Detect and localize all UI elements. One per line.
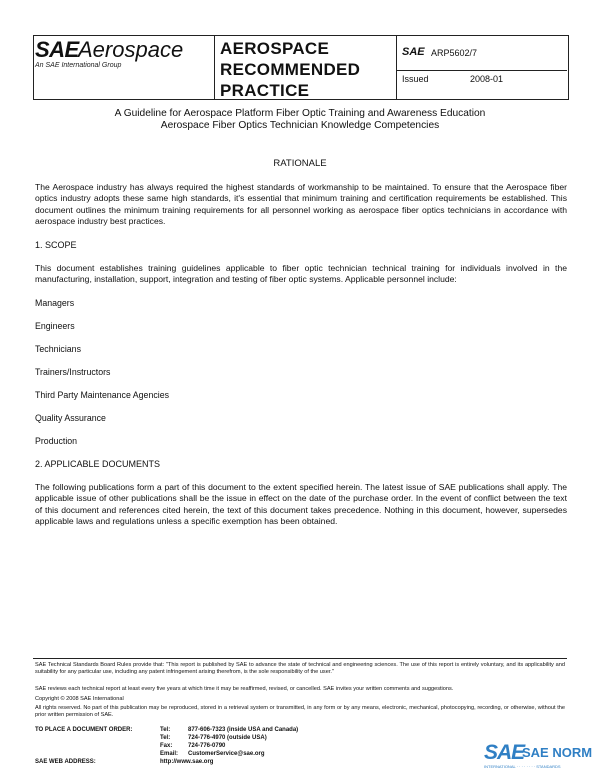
aerospace-logo-text: Aerospace xyxy=(78,37,184,62)
personnel-item: Quality Assurance xyxy=(35,413,106,423)
document-number: ARP5602/7 xyxy=(431,48,478,58)
contact-email[interactable]: CustomerService@sae.org xyxy=(188,751,265,757)
header-divider xyxy=(396,35,397,99)
footer-rules-text: SAE Technical Standards Board Rules provide that: "This report is published by SAE to advance the state of technical and engineering sciences. The use of this report is entirely voluntary, and its applicability and suitability for any particular use, including any patent infringement arising therefrom, is the sole responsibility of the user." xyxy=(35,662,565,676)
footer-rule xyxy=(33,658,567,659)
footer-copyright: Copyright © 2008 SAE International xyxy=(35,696,124,702)
header-divider xyxy=(214,35,215,99)
applicable-documents-heading: 2. APPLICABLE DOCUMENTS xyxy=(35,459,161,469)
issued-label: Issued xyxy=(402,74,429,84)
personnel-item: Technicians xyxy=(35,344,81,354)
personnel-item: Production xyxy=(35,436,78,446)
contact-label: Tel: xyxy=(160,727,171,733)
document-type-line: PRACTICE xyxy=(220,81,310,100)
scope-text: This document establishes training guidelines applicable to fiber optic technician technical training for individuals involved in the manufacturing, installation, support, integration and testing of fiber optic systems. Applicable personnel include: xyxy=(35,263,567,285)
contact-label: Email: xyxy=(160,751,179,757)
document-type xyxy=(220,38,360,101)
scope-heading: 1. SCOPE xyxy=(35,240,77,250)
sae-norm-watermark-logo: SAE xyxy=(484,741,525,764)
contact-label: Fax: xyxy=(160,743,173,749)
contact-value: 724-776-0790 xyxy=(188,743,226,749)
rationale-heading: RATIONALE xyxy=(273,158,327,169)
footer-rights-text: All rights reserved. No part of this publication may be reproduced, stored in a retrieval system or transmitted, in any form or by any means, electronic, mechanical, photocopying, recording, or otherwise, without the prior written permission of SAE. xyxy=(35,705,565,719)
applicable-documents-text: The following publications form a part of this document to the extent specified herein. The latest issue of SAE publications shall apply. The applicable issue of other publications shall be the issue in effect on the date of the purchase order. In the event of conflict between the text of this document and references cited herein, the text of this document takes precedence. Nothing in this document, however, supersedes applicable laws and regulations unless a specific exemption has been obtained. xyxy=(35,482,567,527)
personnel-item: Engineers xyxy=(35,321,75,331)
contact-value: 877-606-7323 (inside USA and Canada) xyxy=(188,727,299,733)
sae-logo: SAE xyxy=(35,37,79,62)
document-type-line: RECOMMENDED xyxy=(220,60,361,79)
issued-date: 2008-01 xyxy=(470,74,504,84)
personnel-item: Managers xyxy=(35,298,75,308)
contact-label: Tel: xyxy=(160,735,171,741)
sae-small-logo: SAE xyxy=(402,46,425,58)
web-address-label: SAE WEB ADDRESS: xyxy=(35,759,96,765)
footer-review-text: SAE reviews each technical report at least every five years at which time it may be reaffirmed, revised, or cancelled. SAE invites your written comments and suggestions. xyxy=(35,686,454,692)
header-divider xyxy=(397,70,567,71)
order-label: TO PLACE A DOCUMENT ORDER: xyxy=(35,727,133,733)
document-type-line: AEROSPACE xyxy=(220,39,330,58)
watermark-subtitle: INTERNATIONAL · · · · · · · · STANDARDS xyxy=(484,764,561,769)
document-title xyxy=(33,108,567,132)
web-address-link[interactable]: http://www.sae.org xyxy=(160,759,214,765)
title-line: A Guideline for Aerospace Platform Fiber Optic Training and Awareness Education xyxy=(114,108,486,119)
title-line: Aerospace Fiber Optics Technician Knowledge Competencies xyxy=(160,120,440,131)
sae-norm-watermark-text: SAE NORM xyxy=(522,745,593,760)
personnel-item: Third Party Maintenance Agencies xyxy=(35,390,169,400)
personnel-item: Trainers/Instructors xyxy=(35,367,111,377)
rationale-text: The Aerospace industry has always required the highest standards of workmanship to be maintained. To ensure that the Aerospace fiber optics industry adopts these same high standards, it's essential that minimum training and certification requirements be established. This document outlines the minimum training requirements for all personnel working as aerospace fiber optics technicians in accordance with aerospace industry best practices. xyxy=(35,182,567,227)
contact-value: 724-776-4970 (outside USA) xyxy=(188,735,267,741)
logo-subtitle: An SAE International Group xyxy=(35,62,122,69)
